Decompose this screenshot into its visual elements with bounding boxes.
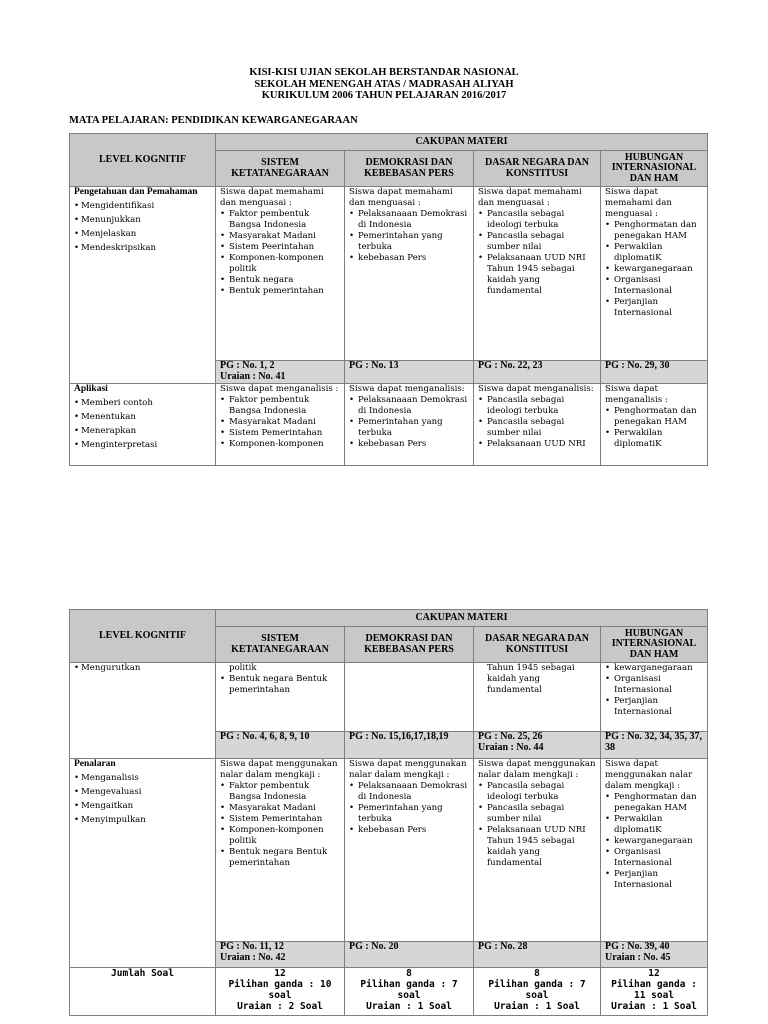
list-item: • Pancasila sebagai ideologi terbuka — [478, 209, 596, 231]
materi-cell — [474, 187, 601, 361]
list-item: • Menunjukkan — [74, 215, 211, 226]
list-item: • Pancasila sebagai ideologi terbuka — [478, 781, 596, 803]
list-item: • Pelaksanaan UUD NRI Tahun 1945 sebagai kaidah yang fundamental — [478, 253, 596, 297]
kisi-table-2 — [69, 609, 708, 1016]
materi-cell — [216, 759, 345, 942]
materi-cell — [345, 663, 474, 732]
col-header-sistem: SISTEM KETATANEGARAAN — [216, 627, 345, 663]
cell-intro: Siswa dapat memahami dan menguasai : — [605, 187, 672, 219]
cell-intro: Siswa dapat menganalisis : — [220, 384, 339, 394]
materi-cell — [474, 663, 601, 732]
jumlah-pg: Pilihan ganda : 11 soal — [611, 979, 697, 1001]
materi-cell — [345, 759, 474, 942]
list-item: • Pelaksanaan UUD NRI Tahun 1945 sebagai kaidah yang fundamental — [478, 825, 596, 869]
list-item: • kebebasan Pers — [349, 253, 469, 264]
cakupan-materi-header: CAKUPAN MATERI — [216, 134, 708, 151]
pg-cell: PG : No. 28 — [474, 942, 601, 968]
col-header-hubungan: HUBUNGAN INTERNASIONAL DAN HAM — [601, 151, 708, 187]
list-item: • Perwakilan diplomatiK — [605, 428, 703, 450]
pg-numbers: PG : No. 1, 2 — [220, 360, 275, 371]
list-item: • Bentuk negara Bentuk pemerintahan — [220, 674, 340, 696]
pg-cell — [216, 942, 345, 968]
header-line-3: KURIKULUM 2006 TAHUN PELAJARAN 2016/2017 — [261, 90, 507, 101]
cell-intro: Siswa dapat memahami dan menguasai : — [220, 187, 324, 208]
materi-cell — [601, 663, 708, 732]
cakupan-materi-header: CAKUPAN MATERI — [216, 610, 708, 627]
pg-cell — [474, 732, 601, 759]
cell-continued-text: politik — [229, 663, 257, 673]
list-item: • Pancasila sebagai sumber nilai — [478, 803, 596, 825]
cell-intro: Siswa dapat menggunakan nalar dalam mengkaji : — [605, 759, 693, 791]
materi-cell — [474, 759, 601, 942]
col-header-demokrasi: DEMOKRASI DAN KEBEBASAN PERS — [345, 151, 474, 187]
jumlah-uraian: Uraian : 1 Soal — [494, 1001, 580, 1012]
list-item: • Organisasi Internasional — [605, 674, 703, 696]
cell-intro: Siswa dapat menganalisis: — [478, 384, 594, 394]
cell-continued-text: Tahun 1945 sebagai kaidah yang fundamental — [487, 663, 575, 695]
list-item: • Menyimpulkan — [74, 815, 211, 826]
jumlah-total: 12 — [274, 968, 286, 979]
materi-cell — [601, 384, 708, 466]
pg-cell: PG : No. 4, 6, 8, 9, 10 — [216, 732, 345, 759]
level-kognitif-header: LEVEL KOGNITIF — [70, 134, 216, 187]
list-item: • Komponen-komponen politik — [220, 253, 340, 275]
list-item: • kewarganegaraan — [605, 663, 703, 674]
jumlah-cell — [601, 968, 708, 1016]
jumlah-soal-label: Jumlah Soal — [70, 968, 216, 1016]
list-item: • Memberi contoh — [74, 398, 211, 409]
document-header — [0, 67, 768, 102]
list-item: • kebebasan Pers — [349, 825, 469, 836]
list-item: • Masyarakat Madani — [220, 417, 340, 428]
list-item: • Mengidentifikasi — [74, 201, 211, 212]
list-item: • Sistem Peerintahan — [220, 242, 340, 253]
col-header-dasar-negara: DASAR NEGARA DAN KONSTITUSI — [474, 151, 601, 187]
materi-cell — [216, 384, 345, 466]
list-item: • Mengevaluasi — [74, 787, 211, 798]
col-header-demokrasi: DEMOKRASI DAN KEBEBASAN PERS — [345, 627, 474, 663]
jumlah-uraian: Uraian : 1 Soal — [366, 1001, 452, 1012]
pg-cell: PG : No. 22, 23 — [474, 361, 601, 384]
level-title: Pengetahuan dan Pemahaman — [74, 187, 198, 197]
list-item: • Perjanjian Internasional — [605, 297, 703, 319]
pg-cell — [601, 942, 708, 968]
uraian-numbers: Uraian : No. 42 — [220, 951, 286, 963]
jumlah-pg: Pilihan ganda : 7 soal — [488, 979, 586, 1001]
list-item: • Perwakilan diplomatiK — [605, 814, 703, 836]
pg-cell — [216, 361, 345, 384]
list-item: • Menerapkan — [74, 426, 211, 437]
pg-cell: PG : No. 15,16,17,18,19 — [345, 732, 474, 759]
jumlah-uraian: Uraian : 1 Soal — [611, 1001, 697, 1012]
list-item: • Faktor pembentuk Bangsa Indonesia — [220, 209, 340, 231]
list-item: • Penghormatan dan penegakan HAM — [605, 406, 703, 428]
level-title: Aplikasi — [74, 384, 108, 394]
jumlah-uraian: Uraian : 2 Soal — [237, 1001, 323, 1012]
list-item: • Mengurutkan — [74, 663, 211, 674]
list-item: • Pemerintahan yang terbuka — [349, 803, 469, 825]
list-item: • kewarganegaraan — [605, 836, 703, 847]
cell-intro: Siswa dapat menggunakan nalar dalam mengkaji : — [349, 759, 467, 780]
level-title: Penalaran — [74, 759, 116, 769]
materi-cell — [216, 187, 345, 361]
col-header-sistem: SISTEM KETATANEGARAAN — [216, 151, 345, 187]
materi-cell — [216, 663, 345, 732]
list-item: • Bentuk negara — [220, 275, 340, 286]
level-cell-penalaran — [70, 759, 216, 968]
uraian-numbers: Uraian : No. 44 — [478, 741, 544, 753]
list-item: • Mendeskripsikan — [74, 243, 211, 254]
list-item: • Masyarakat Madani — [220, 803, 340, 814]
list-item: • Penghormatan dan penegakan HAM — [605, 792, 703, 814]
jumlah-pg: Pilihan ganda : 10 soal — [228, 979, 332, 1001]
list-item: • Menganalisis — [74, 773, 211, 784]
list-item: • Organisasi Internasional — [605, 847, 703, 869]
list-item: • kebebasan Pers — [349, 439, 469, 450]
materi-cell — [474, 384, 601, 466]
list-item: • Pelaksanaan UUD NRI — [478, 439, 596, 450]
col-header-dasar-negara: DASAR NEGARA DAN KONSTITUSI — [474, 627, 601, 663]
list-item: • kewarganegaraan — [605, 264, 703, 275]
cell-intro: Siswa dapat menggunakan nalar dalam mengkaji : — [478, 759, 596, 780]
pg-cell: PG : No. 29, 30 — [601, 361, 708, 384]
uraian-numbers: Uraian : No. 45 — [605, 951, 671, 963]
list-item: • Pelaksanaaan Demokrasi di Indonesia — [349, 395, 469, 417]
level-kognitif-header: LEVEL KOGNITIF — [70, 610, 216, 663]
jumlah-cell — [345, 968, 474, 1016]
cell-intro: Siswa dapat menganalisis: — [349, 384, 465, 394]
list-item: • Pancasila sebagai sumber nilai — [478, 417, 596, 439]
list-item: • Menjelaskan — [74, 229, 211, 240]
pg-cell: PG : No. 20 — [345, 942, 474, 968]
cell-intro: Siswa dapat menggunakan nalar dalam mengkaji : — [220, 759, 338, 780]
list-item: • Mengaitkan — [74, 801, 211, 812]
list-item: • Komponen-komponen — [220, 439, 340, 450]
list-item: • Menentukan — [74, 412, 211, 423]
list-item: • Faktor pembentuk Bangsa Indonesia — [220, 395, 340, 417]
kisi-table-1 — [69, 133, 708, 466]
pg-cell: PG : No. 13 — [345, 361, 474, 384]
level-cell-continued — [70, 663, 216, 759]
jumlah-cell — [216, 968, 345, 1016]
pg-numbers: PG : No. 25, 26 — [478, 731, 543, 742]
materi-cell — [345, 384, 474, 466]
list-item: • Sistem Pemerintahan — [220, 814, 340, 825]
materi-cell — [345, 187, 474, 361]
level-cell-pengetahuan — [70, 187, 216, 384]
list-item: • Perjanjian Internasional — [605, 869, 703, 891]
list-item: • Pancasila sebagai ideologi terbuka — [478, 395, 596, 417]
list-item: • Komponen-komponen politik — [220, 825, 340, 847]
cell-intro: Siswa dapat menganalisis : — [605, 384, 668, 405]
list-item: • Menginterpretasi — [74, 440, 211, 451]
level-cell-aplikasi — [70, 384, 216, 466]
list-item: • Pelaksanaaan Demokrasi di Indonesia — [349, 781, 469, 803]
list-item: • Pemerintahan yang terbuka — [349, 417, 469, 439]
subject-title: MATA PELAJARAN: PENDIDIKAN KEWARGANEGARAAN — [69, 115, 358, 126]
pg-numbers: PG : No. 11, 12 — [220, 941, 284, 952]
list-item: • Penghormatan dan penegakan HAM — [605, 220, 703, 242]
materi-cell — [601, 187, 708, 361]
list-item: • Masyarakat Madani — [220, 231, 340, 242]
header-line-2: SEKOLAH MENENGAH ATAS / MADRASAH ALIYAH — [254, 78, 514, 90]
list-item: • Faktor pembentuk Bangsa Indonesia — [220, 781, 340, 803]
jumlah-total: 8 — [406, 968, 412, 979]
list-item: • Perwakilan diplomatiK — [605, 242, 703, 264]
list-item: • Perjanjian Internasional — [605, 696, 703, 718]
list-item: • Pelaksanaaan Demokrasi di Indonesia — [349, 209, 469, 231]
jumlah-total: 8 — [534, 968, 540, 979]
jumlah-cell — [474, 968, 601, 1016]
list-item: • Bentuk pemerintahan — [220, 286, 340, 297]
pg-numbers: PG : No. 39, 40 — [605, 941, 670, 952]
cell-intro: Siswa dapat memahami dan menguasai : — [349, 187, 453, 208]
list-item: • Organisasi Internasional — [605, 275, 703, 297]
jumlah-pg: Pilihan ganda : 7 soal — [360, 979, 458, 1001]
list-item: • Pancasila sebagai sumber nilai — [478, 231, 596, 253]
list-item: • Pemerintahan yang terbuka — [349, 231, 469, 253]
list-item: • Bentuk negara Bentuk pemerintahan — [220, 847, 340, 869]
pg-cell: PG : No. 32, 34, 35, 37, 38 — [601, 732, 708, 759]
col-header-hubungan: HUBUNGAN INTERNASIONAL DAN HAM — [601, 627, 708, 663]
uraian-numbers: Uraian : No. 41 — [220, 370, 286, 382]
jumlah-total: 12 — [648, 968, 660, 979]
list-item: • Sistem Pemerintahan — [220, 428, 340, 439]
materi-cell — [601, 759, 708, 942]
cell-intro: Siswa dapat memahami dan menguasai : — [478, 187, 582, 208]
header-line-1: KISI-KISI UJIAN SEKOLAH BERSTANDAR NASIONAL — [249, 67, 519, 78]
